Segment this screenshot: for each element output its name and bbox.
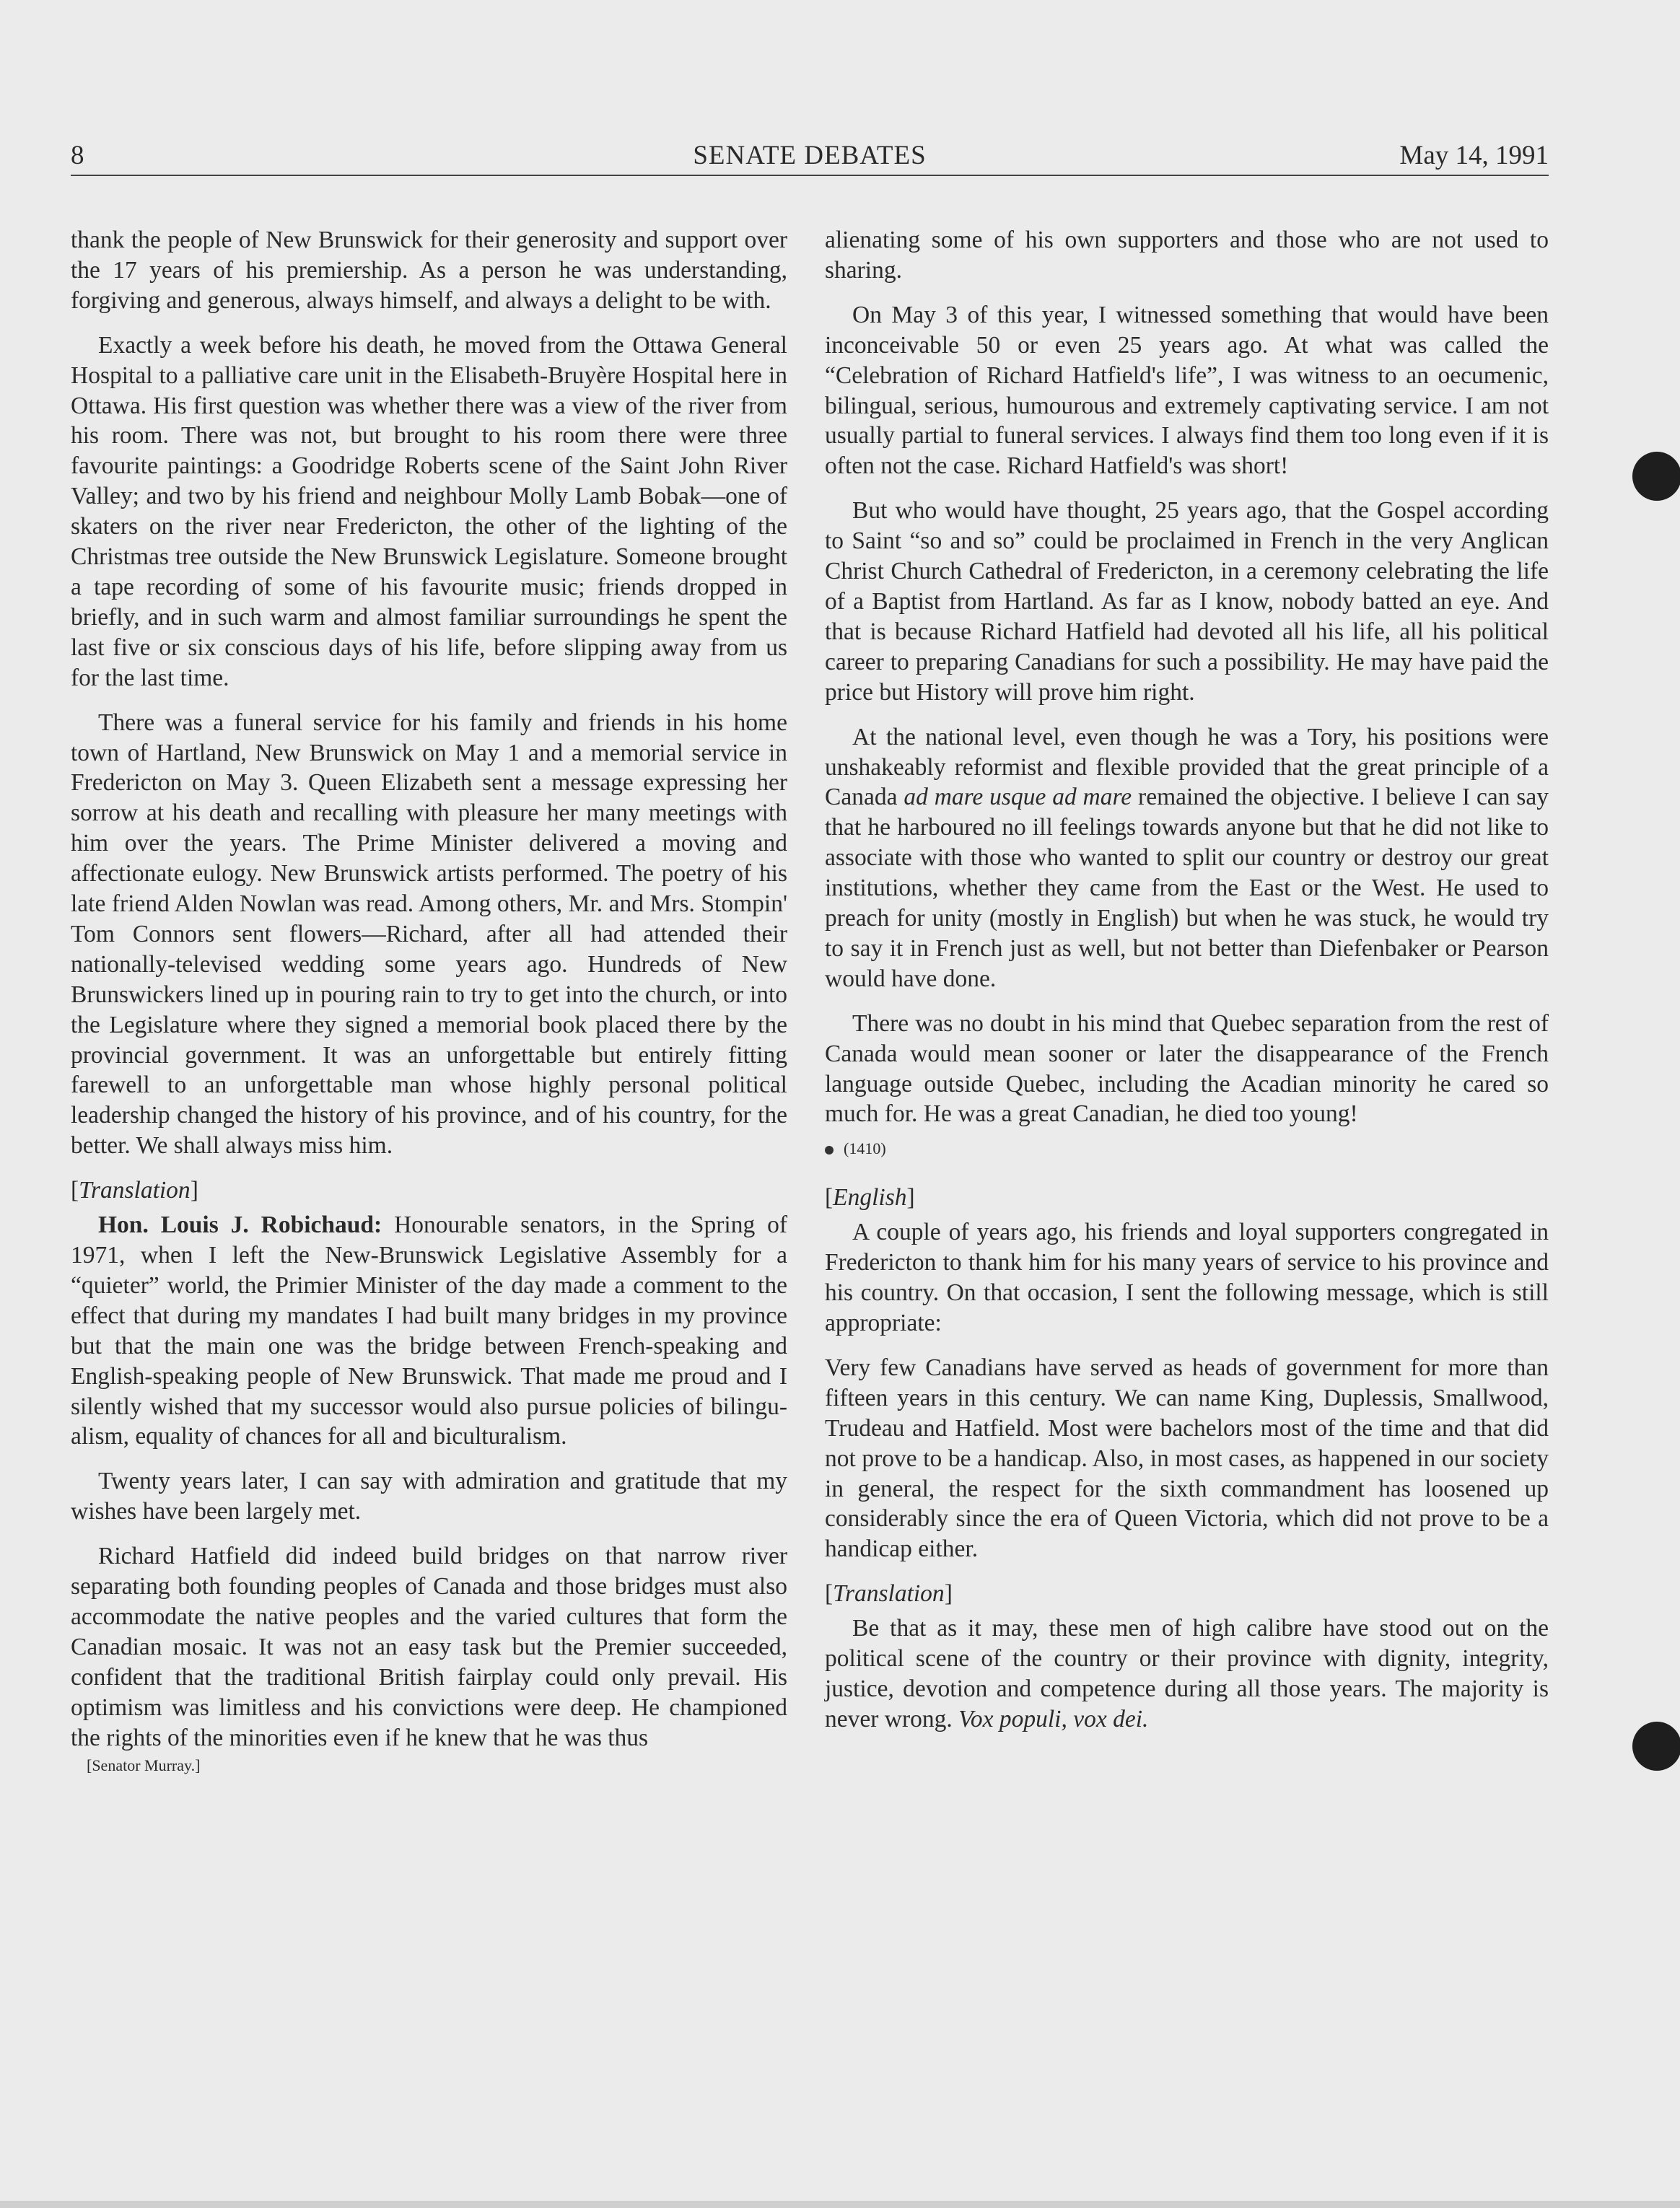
binder-hole (1632, 1722, 1680, 1771)
publication-title: SENATE DEBATES (693, 141, 927, 170)
section-label-translation: [Translation] (71, 1177, 198, 1204)
time-marker: (1410) (825, 1139, 1549, 1158)
paragraph: thank the people of New Brunswick for their generosity and support over the 17 years of his premiership. As a person he was understanding, forgiving and generous, always himself, and always a delight to be with. (71, 227, 787, 314)
paragraph: There was no doubt in his mind that Quebec separation from the rest of Canada would mean sooner or later the disappearance of the French language outside Quebec, including the Acadian minority he cared so much for. He was a great Canadian, he died too young! (825, 1009, 1549, 1128)
left-column (71, 225, 787, 1775)
page-number: 8 (71, 141, 84, 170)
bullet-dot (825, 1146, 834, 1155)
paragraph: There was a funeral service for his family and friends in his home town of Hartland, New Brunswick on May 1 and a memorial service in Fredericton on May 3. Queen Elizabeth sent a message expressing her sorrow at his death and recalling with pleasure her many meetings with him over the years. The Prime Minister delivered a moving and affectionate eulogy. New Brunswick artists performed. The poetry of his late friend Alden Nowlan was read. Among others, Mr. and Mrs. Stompin' Tom Connors sent flowers—Richard, after all had attended their nationally-televised wedding some years ago. Hundreds of New Brunswickers lined up in pouring rain to try to get into the church, or into the Legislature where they signed a memorial book placed there by the provincial government. It was an unforgettable but entirely fitting farewell to an unforgettable man whose highly personal political leadership changed the history of his province, and of his country, for the better. We shall always miss him. (71, 709, 787, 1160)
paragraph: Exactly a week before his death, he moved from the Ottawa General Hospital to a palliative care unit in the Elisabeth-Bruyère Hospital here in Ottawa. His first question was whether there was a view of the river from his room. There was not, but brought to his room there were three favourite paintings: a Goodridge Roberts scene of the Saint John River Valley; and two by his friend and neighbour Molly Lamb Bobak—one of skaters on the river near Fredericton, the other of the lighting of the Christmas tree outside the New Brunswick Legislature. Someone brought a tape recording of some of his favourite music; friends dropped in briefly, and in such warm and almost familiar surroundings he spent the last five or six conscious days of his life, before slipping away from us for the last time. (71, 331, 787, 691)
paragraph: On May 3 of this year, I witnessed something that would have been inconceivable 50 or even 25 years ago. At what was called the “Celebration of Richard Hatfield's life”, I was witness to an oecumenic, bilingual, serious, humourous and extremely captivating service. I am not usually partial to funeral services. I always find them too long even if it is often not the case. Richard Hatfield's was short! (825, 301, 1549, 480)
paragraph: Twenty years later, I can say with admiration and gratitude that my wishes have been largely met. (71, 1468, 787, 1525)
block-quote: Be that as it may, these men of high calibre have stood out on the political scene of the country or their province with dignity, integrity, justice, devotion and competence during all those years. The majority is never wrong. Vox populi, vox dei. (825, 1615, 1549, 1732)
speaker-footnote: [Senator Murray.] (87, 1756, 201, 1774)
paragraph: alienating some of his own supporters and those who are not used to sharing. (825, 227, 1549, 284)
scan-edge (0, 2201, 1680, 2208)
paragraph: Richard Hatfield did indeed build bridges on that narrow river separating both founding peoples of Canada and those bridges must also accommodate the native peoples and the varied cultures that form the Canadian mosaic. It was not an easy task but the Premier succeeded, confident that the traditional British fairplay could only prevail. His optimism was limitless and his convictions were deep. He championed the rights of the minorities even if he knew that he was thus (71, 1543, 787, 1751)
page-header (71, 137, 1549, 176)
paragraph: A couple of years ago, his friends and loyal supporters congregated in Fredericton to thank him for his many years of service to his province and his country. On that occasion, I sent the following message, which is still appropriate: (825, 1219, 1549, 1336)
paragraph: But who would have thought, 25 years ago, that the Gospel according to Saint “so and so” could be proclaimed in French in the very Anglican Christ Church Cathedral of Fredericton, in a ceremony celebrating the life of a Baptist from Hartland. As far as I know, nobody batted an eye. And that is because Richard Hatfield had devoted all his life, all his political career to preparing Canadians for such a possibility. He may have paid the price but History will prove him right. (825, 497, 1549, 706)
block-quote: Very few Canadians have served as heads of government for more than fifteen years in this century. We can name King, Duplessis, Smallwood, Trudeau and Hatfield. Most were bachelors most of the time and that did not prove to be a handicap. Also, in most cases, as happened in our society in general, the respect for the sixth commandment has loosened up considerably since the era of Queen Victoria, which did not prove to be a handicap either. (825, 1354, 1549, 1563)
right-column (825, 225, 1549, 1749)
binder-hole (1632, 452, 1680, 501)
paragraph: At the national level, even though he was a Tory, his positions were unshakeably reformist and flexible provided that the great principle of a Canada ad mare usque ad mare remained the objective. I believe I can say that he harboured no ill feelings towards anyone but that he did not like to associate with those who wanted to split our country or destroy our great institutions, whether they came from the East or the West. He used to preach for unity (mostly in English) but when he was stuck, he would try to say it in French just as well, but not better than Diefenbaker or Pearson would have done. (825, 723, 1549, 992)
section-label-english: [English] (825, 1184, 915, 1212)
speaker-name: Hon. Louis J. Robichaud: (98, 1212, 382, 1239)
section-label-translation: [Translation] (825, 1580, 953, 1608)
publication-date: May 14, 1991 (1399, 141, 1549, 170)
speech-paragraph: Hon. Louis J. Robichaud: Honourable senators, in the Spring of 1971, when I left the New-Brunswick Legislative Assembly for a “quieter” world, the Primier Minister of the day made a comment to the effect that during my mandates I had built many bridges in my province but that the main one was the bridge between French-speaking and English-speaking people of New Brunswick. That made me proud and I silently wished that my successor would also pursue policies of bilingualism, equality of chances for all and biculturalism. (71, 1212, 788, 1450)
